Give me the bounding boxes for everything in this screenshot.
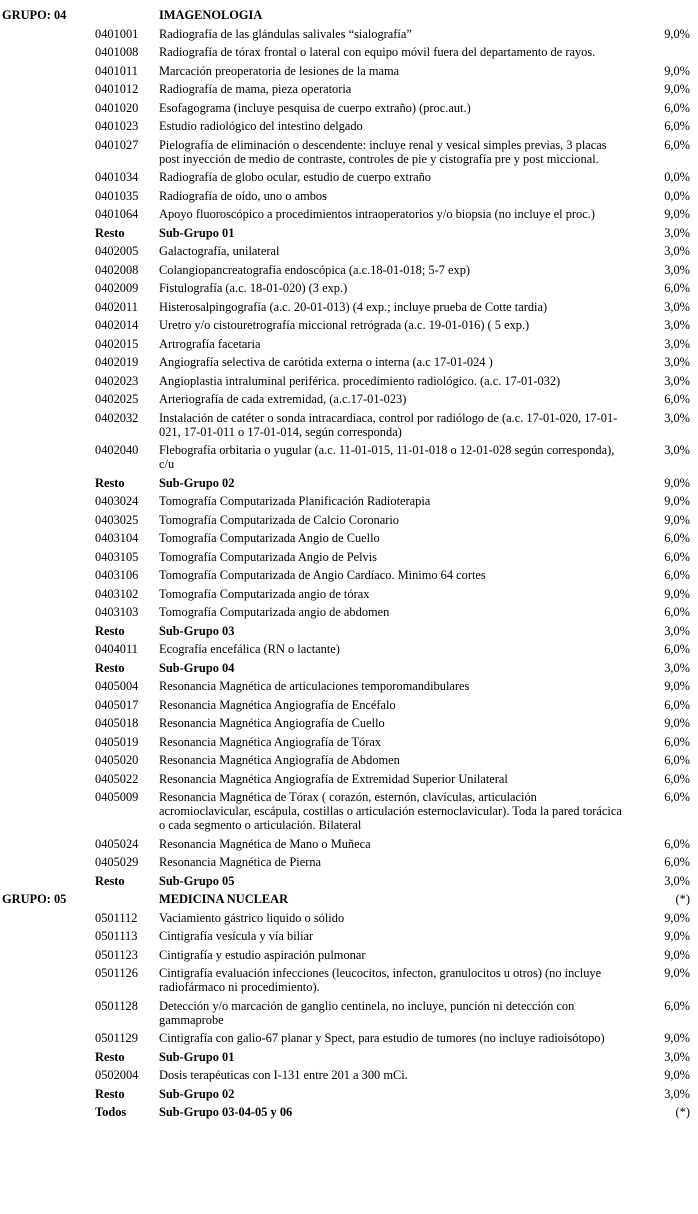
code-cell: 0401011 [95, 63, 138, 78]
code-cell: 0405022 [95, 771, 139, 786]
code-cell: 0501128 [95, 998, 138, 1013]
group-label-cell [2, 605, 95, 619]
group-label-cell [2, 753, 95, 767]
code-cell: 0403104 [95, 531, 139, 545]
value-cell: 9,0% [664, 679, 690, 693]
group-label-cell [2, 624, 95, 638]
group-label-cell [2, 189, 95, 203]
procedure-row [2, 772, 690, 786]
description-cell: Instalación de catéter o sonda intracardiaca, control por radiólogo de (a.c. 17-01-020, 17-01-021, 17-01-011 o 17-01-014, según corresponda) [159, 410, 618, 439]
description-cell: Colangiopancreatografía endoscópica (a.c.18-01-018; 5-7 exp) [159, 262, 471, 277]
group-label-cell [2, 929, 95, 943]
value-cell: 9,0% [664, 512, 690, 527]
group-label-cell [2, 300, 95, 314]
group-label-cell [2, 392, 95, 406]
value-cell: 9,0% [664, 82, 690, 96]
description-cell: Tomografía Computarizada Angio de Cuello [159, 531, 380, 545]
group-label-cell [2, 337, 95, 351]
description-cell: Sub-Grupo 02 [159, 475, 235, 490]
description-cell: Resonancia Magnética de Tórax ( corazón, esternón, clavículas, articulación acromioclavicular, escápula, costillas o articulación esternoclavicular). Toda la pared torácica o cada segmento o articulación. Bilateral [159, 790, 622, 832]
group-label-cell [2, 476, 95, 490]
code-cell: 0403105 [95, 549, 139, 564]
description-cell: Estudio radiológico del intestino delgado [159, 119, 363, 133]
code-cell: Todos [95, 1105, 127, 1119]
subtotal-row [2, 661, 690, 675]
code-cell: 0403106 [95, 568, 139, 582]
procedure-row [2, 64, 690, 78]
description-cell: Radiografía de mama, pieza operatoria [159, 82, 352, 96]
group-label-cell [2, 568, 95, 582]
description-cell: Tomografía Computarizada angio de abdomen [159, 605, 390, 619]
procedure-row [2, 281, 690, 295]
code-cell: 0401027 [95, 137, 139, 152]
description-cell: Resonancia Magnética Angiografía de Abdomen [159, 753, 400, 767]
value-cell: 6,0% [664, 855, 690, 869]
code-cell: 0403102 [95, 586, 139, 601]
code-cell: 0402040 [95, 443, 139, 457]
value-cell: 9,0% [664, 947, 690, 962]
code-cell: 0405017 [95, 697, 139, 712]
description-cell: Galactografía, unilateral [159, 244, 280, 258]
value-cell: 6,0% [664, 771, 690, 786]
value-cell: 3,0% [664, 262, 690, 277]
procedure-row [2, 679, 690, 693]
code-cell: 0402011 [95, 299, 138, 314]
description-cell: Resonancia Magnética de Mano o Muñeca [159, 836, 371, 851]
group-label-cell: GRUPO: 04 [2, 8, 67, 22]
value-cell: 3,0% [664, 1049, 690, 1064]
group-label-cell [2, 281, 95, 295]
description-cell: Angioplastia intraluminal periférica. procedimiento radiológico. (a.c. 17-01-032) [159, 373, 561, 388]
description-cell: IMAGENOLOGIA [159, 8, 263, 22]
procedure-row [2, 716, 690, 730]
procedure-row [2, 966, 690, 994]
code-cell: 0401001 [95, 26, 139, 41]
procedure-row [2, 443, 690, 471]
description-cell: Radiografía de las glándulas salivales “sialografía” [159, 26, 412, 41]
code-cell: 0402025 [95, 392, 139, 406]
description-cell: Tomografía Computarizada de Angio Cardíaco. Minimo 64 cortes [159, 568, 486, 582]
description-cell: Marcación preoperatoria de lesiones de la mama [159, 63, 400, 78]
description-cell: Flebografía orbitaria o yugular (a.c. 11-01-015, 11-01-018 o 12-01-028 según corresponda), c/u [159, 443, 615, 471]
procedure-row [2, 999, 690, 1027]
code-cell: 0405004 [95, 679, 139, 693]
value-cell: 6,0% [664, 137, 690, 152]
code-cell: Resto [95, 873, 125, 888]
value-cell: 9,0% [664, 475, 690, 490]
group-label-cell [2, 101, 95, 115]
group-label-cell [2, 82, 95, 96]
value-cell: 3,0% [664, 225, 690, 240]
value-cell: 3,0% [664, 660, 690, 675]
group-label-cell [2, 642, 95, 656]
value-cell: 6,0% [664, 531, 690, 545]
group-label-cell [2, 911, 95, 925]
group-label-cell [2, 837, 95, 851]
code-cell: Resto [95, 660, 125, 675]
code-cell: 0403024 [95, 494, 139, 508]
subtotal-row [2, 226, 690, 240]
value-cell: 6,0% [664, 568, 690, 582]
group-label-cell [2, 207, 95, 221]
description-cell: Ecografía encefálica (RN o lactante) [159, 642, 340, 656]
value-cell: 0,0% [664, 188, 690, 203]
description-cell: Sub-Grupo 01 [159, 225, 235, 240]
procedure-row [2, 1031, 690, 1045]
procedure-row [2, 119, 690, 133]
value-cell: 6,0% [664, 697, 690, 712]
value-cell: 3,0% [664, 873, 690, 888]
code-cell: 0401023 [95, 119, 139, 133]
group-label-cell [2, 45, 95, 59]
group-label-cell [2, 531, 95, 545]
group-label-cell [2, 1068, 95, 1082]
value-cell: 9,0% [664, 26, 690, 41]
procedure-row [2, 790, 690, 832]
procedure-row [2, 587, 690, 601]
code-cell: 0502004 [95, 1068, 139, 1082]
description-cell: Resonancia Magnética de articulaciones temporomandibulares [159, 679, 470, 693]
code-cell: 0405024 [95, 836, 139, 851]
value-cell: 0,0% [664, 170, 690, 184]
subtotal-row [2, 1105, 690, 1119]
description-cell: Esofagograma (incluye pesquisa de cuerpo extraño) (proc.aut.) [159, 100, 471, 115]
description-cell: Uretro y/o cistouretrografía miccional retrógrada (a.c. 19-01-016) ( 5 exp.) [159, 318, 530, 332]
procedure-row [2, 494, 690, 508]
group-label-cell [2, 119, 95, 133]
subtotal-row [2, 1050, 690, 1064]
value-cell: 9,0% [664, 586, 690, 601]
description-cell: Cintigrafía con galio-67 planar y Spect, para estudio de tumores (no incluye radioisótopo) [159, 1031, 605, 1045]
group-label-cell [2, 318, 95, 332]
code-cell: 0403025 [95, 512, 139, 527]
group-label-cell [2, 443, 95, 471]
group-header-row [2, 892, 690, 906]
group-label-cell [2, 698, 95, 712]
group-label-cell [2, 716, 95, 730]
description-cell: Sub-Grupo 02 [159, 1086, 235, 1101]
value-cell: 9,0% [664, 910, 690, 925]
description-cell: Sub-Grupo 03 [159, 623, 235, 638]
group-label-cell: GRUPO: 05 [2, 892, 67, 906]
code-cell: Resto [95, 1086, 125, 1101]
description-cell: Sub-Grupo 05 [159, 873, 235, 888]
group-label-cell [2, 948, 95, 962]
code-cell: 0405009 [95, 790, 139, 804]
description-cell: Dosis terapéuticas con I-131 entre 201 a 300 mCi. [159, 1068, 408, 1082]
procedure-row [2, 642, 690, 656]
value-cell: 9,0% [664, 1031, 690, 1045]
group-label-cell [2, 244, 95, 258]
group-label-cell [2, 999, 95, 1027]
group-label-cell [2, 587, 95, 601]
procedure-row [2, 337, 690, 351]
subtotal-row [2, 624, 690, 638]
description-cell: Angiografía selectiva de carótida externa o interna (a.c 17-01-024 ) [159, 355, 493, 369]
code-cell: 0405018 [95, 716, 139, 730]
description-cell: Cintigrafía vesícula y vía biliar [159, 929, 314, 943]
value-cell: 6,0% [664, 392, 690, 406]
procedure-row [2, 263, 690, 277]
value-cell: 9,0% [664, 1068, 690, 1082]
code-cell: 0404011 [95, 642, 138, 656]
value-cell: 6,0% [664, 605, 690, 619]
procedure-row [2, 568, 690, 582]
value-cell: 3,0% [664, 1086, 690, 1101]
procedure-row [2, 392, 690, 406]
description-cell: Resonancia Magnética de Pierna [159, 855, 322, 869]
code-cell: 0402014 [95, 318, 139, 332]
value-cell: 6,0% [664, 100, 690, 115]
group-label-cell [2, 966, 95, 994]
procedure-row [2, 929, 690, 943]
value-cell: 9,0% [664, 63, 690, 78]
description-cell: Resonancia Magnética Angiografía de Tórax [159, 734, 382, 749]
procedure-row [2, 855, 690, 869]
code-cell: 0402005 [95, 244, 139, 258]
code-cell: 0402023 [95, 373, 139, 388]
procedure-row [2, 550, 690, 564]
group-label-cell [2, 226, 95, 240]
code-cell: 0501113 [95, 929, 138, 943]
code-cell: 0402019 [95, 355, 139, 369]
value-cell: (*) [675, 1105, 690, 1119]
group-label-cell [2, 550, 95, 564]
value-cell: 3,0% [664, 410, 690, 425]
procedure-row [2, 207, 690, 221]
value-cell: 6,0% [664, 734, 690, 749]
subtotal-row [2, 874, 690, 888]
code-cell: Resto [95, 1049, 125, 1064]
code-cell: 0405029 [95, 855, 139, 869]
procedure-row [2, 27, 690, 41]
group-label-cell [2, 735, 95, 749]
value-cell [634, 8, 690, 22]
description-cell: Arteriografía de cada extremidad, (a.c.17-01-023) [159, 392, 407, 406]
group-label-cell [2, 855, 95, 869]
value-cell: 9,0% [664, 494, 690, 508]
code-cell [95, 892, 159, 906]
code-cell: Resto [95, 623, 125, 638]
group-label-cell [2, 679, 95, 693]
value-cell: 3,0% [664, 336, 690, 351]
code-cell: Resto [95, 225, 125, 240]
procedure-row [2, 189, 690, 203]
value-cell: 3,0% [664, 623, 690, 638]
procedure-row [2, 948, 690, 962]
procedure-row [2, 101, 690, 115]
value-cell: 9,0% [664, 207, 690, 221]
code-cell: 0403103 [95, 605, 139, 619]
procedure-row [2, 837, 690, 851]
value-cell: 9,0% [664, 929, 690, 943]
value-cell: 9,0% [664, 716, 690, 730]
value-cell: 6,0% [664, 753, 690, 767]
group-label-cell [2, 170, 95, 184]
value-cell: (*) [675, 892, 690, 906]
description-cell: Fistulografía (a.c. 18-01-020) (3 exp.) [159, 281, 348, 295]
code-cell: 0501112 [95, 910, 138, 925]
group-label-cell [2, 355, 95, 369]
group-label-cell [2, 411, 95, 439]
description-cell: Resonancia Magnética Angiografía de Extremidad Superior Unilateral [159, 771, 508, 786]
group-label-cell [2, 1050, 95, 1064]
code-cell: 0501123 [95, 947, 138, 962]
procedure-row [2, 605, 690, 619]
group-label-cell [2, 494, 95, 508]
procedure-row [2, 355, 690, 369]
description-cell: Tomografía Computarizada de Calcio Coronario [159, 512, 399, 527]
code-cell: 0401008 [95, 45, 139, 59]
value-cell [634, 45, 690, 59]
group-label-cell [2, 772, 95, 786]
group-label-cell [2, 1031, 95, 1045]
group-header-row [2, 8, 690, 22]
code-cell: 0501129 [95, 1031, 138, 1045]
code-cell: 0401034 [95, 170, 139, 184]
value-cell: 6,0% [664, 119, 690, 133]
description-cell: Histerosalpingografía (a.c. 20-01-013) (4 exp.; incluye prueba de Cotte tardia) [159, 299, 548, 314]
tariff-table [2, 8, 690, 1119]
procedure-row [2, 374, 690, 388]
description-cell: MEDICINA NUCLEAR [159, 892, 289, 906]
procedure-row [2, 1068, 690, 1082]
description-cell: Tomografía Computarizada Angio de Pelvis [159, 549, 377, 564]
code-cell [95, 8, 159, 22]
group-label-cell [2, 27, 95, 41]
code-cell: 0401012 [95, 82, 139, 96]
procedure-row [2, 318, 690, 332]
subtotal-row [2, 1087, 690, 1101]
code-cell: 0402009 [95, 281, 139, 295]
group-label-cell [2, 374, 95, 388]
description-cell: Resonancia Magnética Angiografía de Encéfalo [159, 697, 396, 712]
description-cell: Apoyo fluoroscópico a procedimientos intraoperatorios y/o biopsia (no incluye el proc.) [159, 207, 595, 221]
procedure-row [2, 45, 690, 59]
description-cell: Sub-Grupo 04 [159, 660, 235, 675]
procedure-row [2, 735, 690, 749]
value-cell: 6,0% [664, 281, 690, 295]
group-label-cell [2, 138, 95, 166]
description-cell: Sub-Grupo 01 [159, 1049, 235, 1064]
procedure-row [2, 753, 690, 767]
value-cell: 6,0% [664, 836, 690, 851]
procedure-row [2, 411, 690, 439]
group-label-cell [2, 661, 95, 675]
procedure-row [2, 138, 690, 166]
code-cell: 0401035 [95, 188, 139, 203]
description-cell: Detección y/o marcación de ganglio centinela, no incluye, punción ni detección con gammaprobe [159, 998, 575, 1027]
code-cell: 0401064 [95, 207, 139, 221]
description-cell: Pielografía de eliminación o descendente: incluye renal y vesical simples previas, 3 placas post inyección de medio de contraste, controles de pie y cistografía pre y post miccional. [159, 137, 607, 166]
code-cell: 0402008 [95, 262, 139, 277]
value-cell: 3,0% [664, 355, 690, 369]
description-cell: Radiografía de oído, uno o ambos [159, 188, 327, 203]
value-cell: 6,0% [664, 642, 690, 656]
value-cell: 3,0% [664, 299, 690, 314]
subtotal-row [2, 476, 690, 490]
value-cell: 3,0% [664, 443, 690, 457]
description-cell: Cintigrafía y estudio aspiración pulmonar [159, 947, 366, 962]
description-cell: Vaciamiento gástrico liquido o sólido [159, 910, 345, 925]
value-cell: 9,0% [664, 966, 690, 980]
code-cell: 0401020 [95, 100, 139, 115]
description-cell: Tomografía Computarizada Planificación Radioterapia [159, 494, 431, 508]
procedure-row [2, 244, 690, 258]
code-cell: 0405020 [95, 753, 139, 767]
group-label-cell [2, 874, 95, 888]
procedure-row [2, 170, 690, 184]
code-cell: 0402032 [95, 410, 139, 425]
procedure-row [2, 531, 690, 545]
group-label-cell [2, 1105, 95, 1119]
value-cell: 3,0% [664, 373, 690, 388]
group-label-cell [2, 790, 95, 832]
group-label-cell [2, 513, 95, 527]
description-cell: Resonancia Magnética Angiografía de Cuello [159, 716, 385, 730]
group-label-cell [2, 1087, 95, 1101]
value-cell: 6,0% [664, 549, 690, 564]
description-cell: Tomografía Computarizada angio de tórax [159, 586, 370, 601]
procedure-row [2, 698, 690, 712]
code-cell: 0402015 [95, 336, 139, 351]
value-cell: 3,0% [664, 318, 690, 332]
description-cell: Artrografía facetaria [159, 336, 261, 351]
description-cell: Radiografía de tórax frontal o lateral con equipo móvil fuera del departamento de rayos. [159, 45, 596, 59]
description-cell: Sub-Grupo 03-04-05 y 06 [159, 1105, 293, 1119]
code-cell: 0501126 [95, 966, 138, 980]
value-cell: 6,0% [664, 790, 690, 804]
group-label-cell [2, 263, 95, 277]
procedure-row [2, 82, 690, 96]
procedure-row [2, 911, 690, 925]
value-cell: 3,0% [664, 244, 690, 258]
description-cell: Cintigrafía evaluación infecciones (leucocitos, infecton, granulocitos u otros) (no incluye radiofármaco ni procedimiento). [159, 966, 602, 994]
group-label-cell [2, 64, 95, 78]
code-cell: 0405019 [95, 734, 139, 749]
code-cell: Resto [95, 475, 125, 490]
procedure-row [2, 300, 690, 314]
description-cell: Radiografía de globo ocular, estudio de cuerpo extraño [159, 170, 432, 184]
value-cell: 6,0% [664, 998, 690, 1013]
procedure-row [2, 513, 690, 527]
